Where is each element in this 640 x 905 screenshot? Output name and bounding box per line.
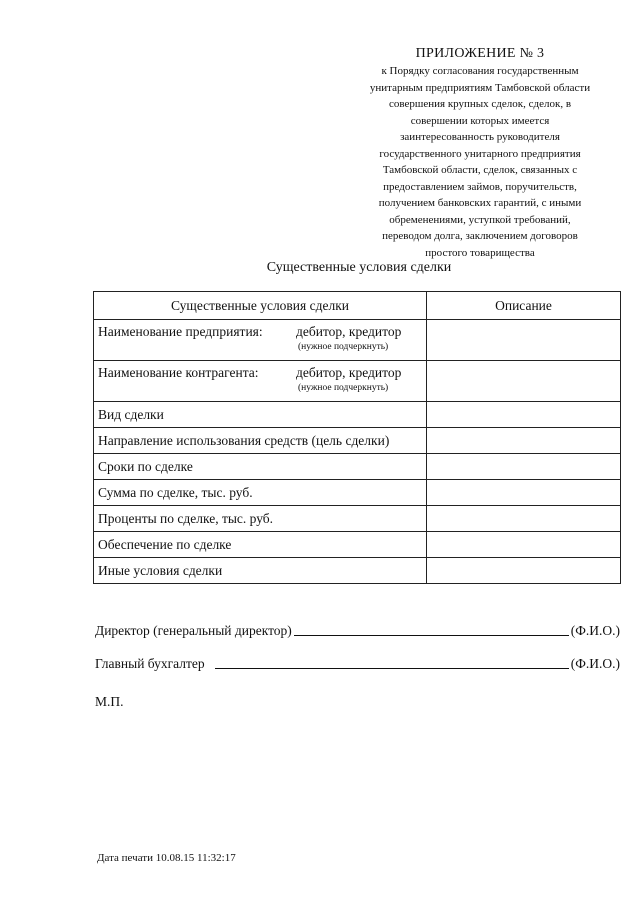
stamp-placeholder: М.П. bbox=[95, 694, 124, 709]
term-label: Направление использования средств (цель сделки) bbox=[94, 428, 427, 454]
appendix-line: обременениями, уступкой требований, bbox=[389, 213, 571, 226]
description-cell[interactable] bbox=[427, 532, 621, 558]
term-note: (нужное подчеркнуть) bbox=[298, 383, 389, 393]
director-label: Директор (генеральный директор) bbox=[95, 623, 292, 638]
term-cell bbox=[94, 361, 427, 402]
appendix-block bbox=[330, 46, 630, 261]
appendix-line: получением банковских гарантий, с иными bbox=[378, 197, 582, 209]
term-label: Обеспечение по сделке bbox=[94, 532, 427, 558]
header-term: Существенные условия сделки bbox=[94, 292, 427, 320]
description-cell[interactable] bbox=[427, 320, 621, 361]
table-row bbox=[94, 532, 621, 558]
term-label: Вид сделки bbox=[94, 402, 427, 428]
term-label: Проценты по сделке, тыс. руб. bbox=[94, 506, 427, 532]
terms-table bbox=[93, 291, 621, 584]
description-cell[interactable] bbox=[427, 454, 621, 480]
appendix-line: предоставлением займов, поручительств, bbox=[383, 180, 577, 193]
appendix-line: заинтересованность руководителя bbox=[400, 131, 560, 143]
term-label: Наименование контрагента: bbox=[98, 365, 259, 380]
term-label: Наименование предприятия: bbox=[98, 324, 263, 339]
accountant-label: Главный бухгалтер bbox=[95, 656, 205, 671]
term-options: дебитор, кредитор bbox=[296, 324, 402, 339]
table-row bbox=[94, 361, 621, 402]
accountant-signature-row bbox=[95, 656, 620, 672]
print-date: Дата печати 10.08.15 11:32:17 bbox=[97, 852, 236, 864]
director-signature-row bbox=[95, 623, 620, 639]
table-row bbox=[94, 402, 621, 428]
description-cell[interactable] bbox=[427, 558, 621, 584]
appendix-line: Тамбовской области, сделок, связанных с bbox=[382, 164, 578, 176]
term-options: дебитор, кредитор bbox=[296, 365, 402, 380]
appendix-title: ПРИЛОЖЕНИЕ № 3 bbox=[415, 46, 545, 61]
appendix-line: простого товарищества bbox=[425, 246, 535, 259]
director-signature-line[interactable] bbox=[294, 634, 569, 636]
table-header-row bbox=[94, 292, 621, 320]
description-cell[interactable] bbox=[427, 402, 621, 428]
table-row bbox=[94, 428, 621, 454]
document-heading: Существенные условия сделки bbox=[266, 260, 452, 275]
accountant-name-hint: (Ф.И.О.) bbox=[570, 656, 620, 671]
appendix-line: совершения крупных сделок, сделок, в bbox=[388, 98, 572, 110]
term-label: Иные условия сделки bbox=[94, 558, 427, 584]
appendix-line: к Порядку согласования государственным bbox=[381, 65, 579, 77]
table-row bbox=[94, 320, 621, 361]
header-description: Описание bbox=[427, 292, 621, 320]
term-label: Сроки по сделке bbox=[94, 454, 427, 480]
appendix-line: совершении которых имеется bbox=[410, 114, 550, 127]
description-cell[interactable] bbox=[427, 480, 621, 506]
table-row bbox=[94, 480, 621, 506]
table-row bbox=[94, 558, 621, 584]
appendix-line: государственного унитарного предприятия bbox=[379, 147, 581, 160]
term-label: Сумма по сделке, тыс. руб. bbox=[94, 480, 427, 506]
director-name-hint: (Ф.И.О.) bbox=[570, 623, 620, 638]
accountant-signature-line[interactable] bbox=[215, 667, 569, 669]
appendix-line: переводом долга, заключением договоров bbox=[382, 230, 578, 242]
term-note: (нужное подчеркнуть) bbox=[298, 342, 389, 352]
table-row bbox=[94, 454, 621, 480]
table-row bbox=[94, 506, 621, 532]
description-cell[interactable] bbox=[427, 506, 621, 532]
description-cell[interactable] bbox=[427, 361, 621, 402]
term-cell bbox=[94, 320, 427, 361]
appendix-line: унитарным предприятиям Тамбовской области bbox=[369, 81, 591, 94]
description-cell[interactable] bbox=[427, 428, 621, 454]
